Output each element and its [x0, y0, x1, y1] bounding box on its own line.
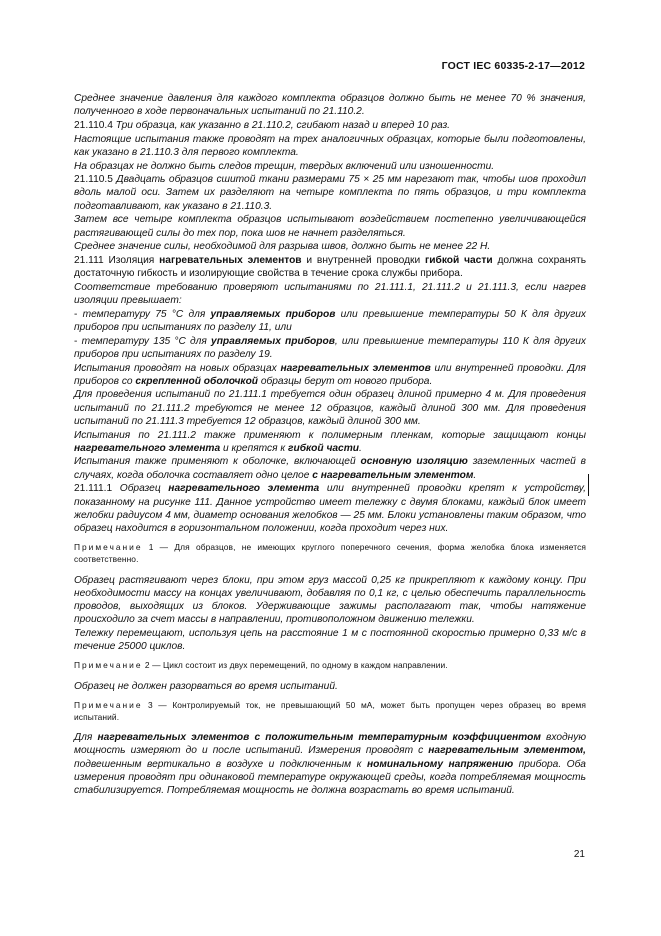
text-run: нагревательных элементов	[159, 254, 302, 266]
paragraph: Для проведения испытаний по 21.111.1 требуется один образец длиной примерно 4 м. Для проведения испытаний по 21.111.2 требуются не менее 12 образцов, каждый длиной 300 мм. Для проведения испытаний по 21.111.3 требуется 12 образцов, каждый длиной 300 мм.	[74, 389, 586, 427]
text-run: управляемых приборов	[210, 308, 336, 320]
paragraph: Соответствие требованию проверяют испытаниями по 21.111.1, 21.111.2 и 21.111.3, если нагрев изоляции превышает:	[74, 281, 586, 307]
text-run: прибора. Оба измерения проводят при одинаковой температуре окружающей среды, когда потребляемая мощность стабилизируется. Потребляемая мощность не должна возрастать во время испытаний.	[74, 758, 586, 796]
paragraph-group-3	[74, 731, 586, 797]
note-label: Примечание	[74, 542, 143, 553]
text-run: 21.111 Изоляция	[74, 254, 160, 266]
text-run: входную мощность измеряют до и после испытаний. Измерения проводят с	[74, 732, 586, 757]
paragraph	[74, 119, 586, 132]
text-run: 21.110.4	[74, 119, 116, 131]
note-label: Примечание	[74, 660, 143, 671]
text-run: 21.110.5	[74, 174, 117, 186]
page-number: 21	[573, 849, 585, 860]
paragraph: Тележку перемещают, используя цепь на расстояние 1 м с постоянной скоростью примерно 0,33 м/с в течение 25000 циклов.	[74, 627, 586, 653]
document-body	[74, 92, 586, 798]
text-run: и крепятся к	[220, 442, 289, 454]
text-run: , или превышение температуры 110 К для других приборов при испытаниях по разделу 19.	[74, 335, 586, 360]
text-run: гибкой части	[425, 254, 493, 266]
text-run: нагревательных элементов с положительным температурным коэффициентом	[97, 732, 541, 744]
text-run: 21.111.1	[74, 483, 120, 495]
paragraph	[74, 308, 586, 334]
note-label: Примечание	[74, 699, 143, 710]
text-run: -	[74, 335, 82, 347]
note-3	[74, 699, 586, 723]
note-text: 3 — Контролируемый ток, не превышающий 50 мА, может быть пропущен через образец во время испытаний.	[74, 699, 586, 722]
paragraph: На образцах не должно быть следов трещин, твердых включений или изношенности.	[74, 160, 495, 172]
text-run: Испытания проводят на новых образцах	[74, 362, 281, 374]
text-run: или превышение температуры 50 К для других приборов при испытаниях по разделу 11, или	[74, 308, 586, 333]
paragraph-group-1	[74, 92, 586, 535]
text-run: .	[473, 469, 477, 481]
paragraph: Среднее значение силы, необходимой для разрыва швов, должно быть не менее 22 Н.	[74, 241, 491, 253]
text-run: должна сохранять достаточную гибкость и изолирующие свойства в течение срока службы прибора.	[74, 254, 587, 280]
note-1	[74, 541, 586, 565]
paragraph	[74, 362, 586, 388]
text-run: .	[359, 442, 362, 454]
text-run: скрепленной оболочкой	[135, 375, 259, 387]
text-run: Испытания также применяют к оболочке, включающей	[74, 456, 361, 468]
text-run: с нагревательным элементом	[312, 469, 474, 481]
text-run: или внутренней проводки крепят к устройству, показанному на рисунке 111. Данное устройство имеет тележку с двумя блоками, каждый блок имеет желобки радиусом 4 мм, диаметр основания желобков — 25 мм. Блоки установлены таким образом, что образец находится в горизонтальном положении, когда проходит через них.	[74, 483, 586, 534]
text-run: управляемых приборов	[211, 335, 335, 347]
document-header: ГОСТ IEC 60335-2-17—2012	[441, 60, 585, 72]
paragraph	[74, 455, 586, 481]
paragraph-ptc-elements	[74, 731, 586, 797]
text-run: нагревательным элементом,	[428, 745, 586, 757]
text-run: Для	[74, 732, 98, 744]
paragraph: Настоящие испытания также проводят на трех аналогичных образцах, которые были подготовлены, как указано в 21.110.3 для первого комплекта.	[74, 133, 586, 158]
text-run: нагревательного элемента	[168, 483, 320, 495]
text-run: Три образца, как указанно в 21.110.2, сгибают назад и вперед 10 раз.	[115, 119, 451, 131]
paragraph	[74, 254, 586, 280]
text-run: гибкой части	[288, 442, 359, 454]
paragraph	[74, 429, 586, 455]
note-2	[74, 659, 586, 671]
text-run: номинальному напряжению	[366, 758, 514, 770]
note-text: 2 — Цикл состоит из двух перемещений, по одному в каждом направлении.	[142, 660, 448, 671]
paragraph: Среднее значение давления для каждого комплекта образцов должно быть не менее 70 % значения, полученного в ходе первоначальных испытаний по 21.110.2.	[74, 93, 586, 118]
paragraph	[74, 482, 586, 535]
text-run: образцы берут от нового прибора.	[258, 375, 433, 387]
text-run: и внутренней проводки	[301, 254, 426, 266]
text-run: Двадцать образцов сшитой ткани размерами 75 × 25 мм нарезают так, чтобы шов проходил вдоль малой оси. Затем их разделяют на четыре комплекта по пять образцов, и три комплекта подготавливают, как указано в 21.110.3.	[74, 174, 586, 212]
text-run: Образец	[119, 483, 169, 495]
text-run: -	[74, 308, 83, 320]
note-text: 1 — Для образцов, не имеющих круглого поперечного сечения, форма желобка блока изменяется соответственно.	[74, 542, 586, 565]
text-run: нагревательных элементов	[280, 362, 431, 374]
text-run: подвешенным вертикально в воздухе и подключенным к	[74, 758, 367, 770]
text-run: температуру 135 °С для	[81, 335, 212, 347]
text-run: Испытания по 21.111.2 также применяют к полимерным пленкам, которые защищают концы	[74, 429, 586, 441]
paragraph	[74, 173, 586, 213]
change-bar	[588, 474, 589, 496]
paragraph	[74, 335, 586, 361]
text-run: температуру 75 °С для	[82, 308, 211, 320]
paragraph-group-2	[74, 574, 586, 654]
paragraph-sample-not-break: Образец не должен разорваться во время испытаний.	[74, 680, 338, 692]
paragraph: Образец растягивают через блоки, при этом груз массой 0,25 кг прикрепляют к каждому концу. При необходимости массу на концах увеличивают, добавляя по 0,1 кг, с целью обеспечить параллельность проводов, выходящих из блоков. Удерживающие зажимы располагают так, чтобы натяжение происходило за счет массы в направлении, противоположном движению тележки.	[74, 574, 586, 626]
paragraph: Затем все четыре комплекта образцов испытывают воздействием постепенно увеличивающейся растягивающей силы до тех пор, пока шов не начнет разделяться.	[74, 214, 586, 239]
text-run: заземленных частей в случаях, когда оболочка составляет одно целое	[74, 456, 586, 481]
text-run: основную изоляцию	[360, 456, 468, 468]
text-run: или внутренней проводки. Для приборов со	[74, 362, 586, 387]
text-run: нагревательного элемента	[74, 442, 221, 454]
